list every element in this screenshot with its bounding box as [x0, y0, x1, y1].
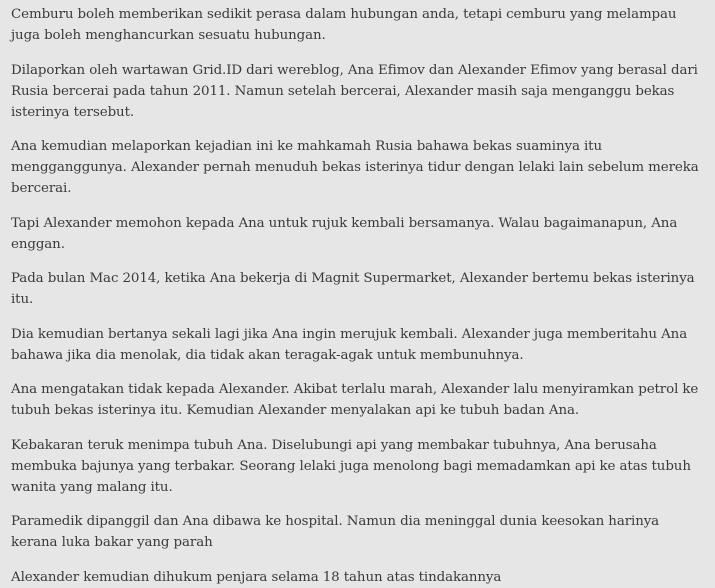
- paragraph-1: Cemburu boleh memberikan sedikit perasa dalam hubungan anda, tetapi cemburu yang melampau juga boleh menghancurkan sesuatu hubungan.: [11, 7, 677, 43]
- paragraph-2: Dilaporkan oleh wartawan Grid.ID dari wereblog, Ana Efimov dan Alexander Efimov yang berasal dari Rusia bercerai pada tahun 2011. Namun setelah bercerai, Alexander masih saja menganggu bekas isterinya tersebut.: [11, 62, 698, 120]
- paragraph-3: Ana kemudian melaporkan kejadian ini ke mahkamah Rusia bahawa bekas suaminya itu mengganggunya. Alexander pernah menuduh bekas isterinya tidur dengan lelaki lain sebelum mereka bercerai.: [11, 139, 699, 196]
- paragraph-8: Kebakaran teruk menimpa tubuh Ana. Diselubungi api yang membakar tubuhnya, Ana berusaha membuka bajunya yang terbakar. Seorang lelaki juga menolong bagi memadamkan api ke atas tubuh wanita yang malang itu.: [11, 437, 691, 495]
- paragraph-4: Tapi Alexander memohon kepada Ana untuk rujuk kembali bersamanya. Walau bagaimanapun, Ana enggan.: [11, 215, 678, 252]
- paragraph-5: Pada bulan Mac 2014, ketika Ana bekerja di Magnit Supermarket, Alexander bertemu bekas isterinya itu.: [11, 271, 695, 307]
- paragraph-7: Ana mengatakan tidak kepada Alexander. Akibat terlalu marah, Alexander lalu menyiramkan petrol ke tubuh bekas isterinya itu. Kemudian Alexander menyalakan api ke tubuh badan Ana.: [11, 382, 699, 418]
- paragraph-6: Dia kemudian bertanya sekali lagi jika Ana ingin merujuk kembali. Alexander juga memberitahu Ana bahawa jika dia menolak, dia tidak akan teragak-agak untuk membunuhnya.: [11, 326, 688, 363]
- paragraph-9: Paramedik dipanggil dan Ana dibawa ke hospital. Namun dia meninggal dunia keesokan harinya kerana luka bakar yang parah: [11, 514, 660, 550]
- paragraph-10: Alexander kemudian dihukum penjara selama 18 tahun atas tindakannya: [11, 569, 502, 585]
